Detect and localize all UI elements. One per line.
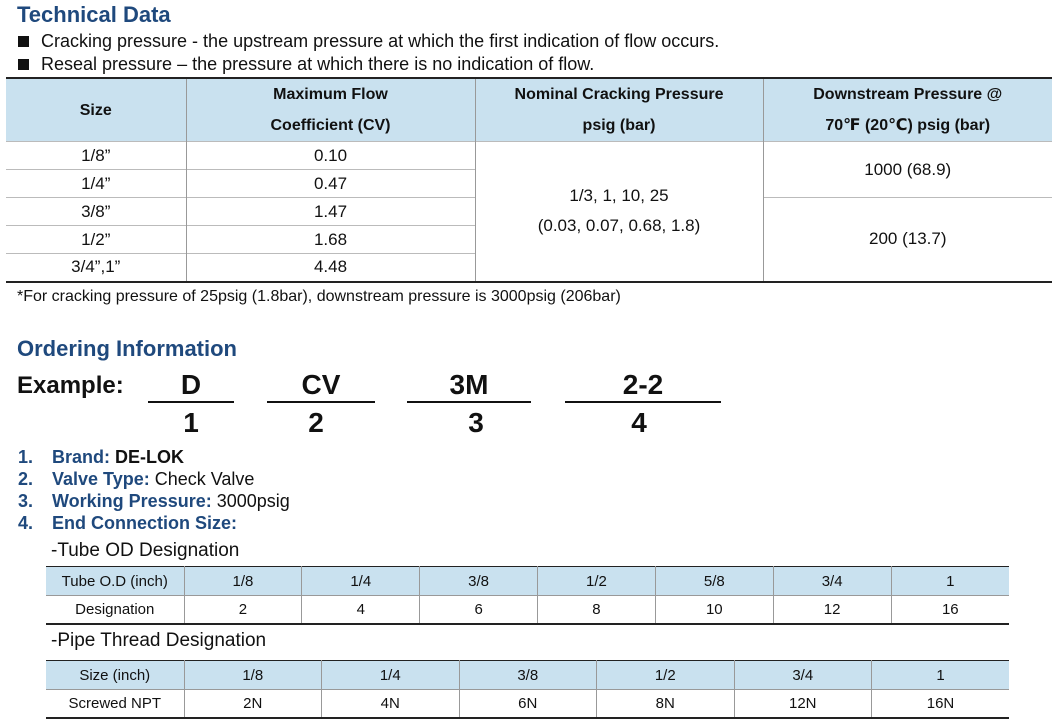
size-cell: 1/2” <box>6 226 186 254</box>
technical-data-table <box>6 77 1052 283</box>
pipe-size-cell: 1/4 <box>322 661 460 690</box>
pipe-size-cell: 3/8 <box>459 661 597 690</box>
npt-cell: 8N <box>597 690 735 718</box>
list-item: 2. Valve Type: Check Valve <box>18 469 255 489</box>
tube-size-cell: 3/8 <box>420 567 538 596</box>
example-code-pressure: 3M <box>407 367 531 403</box>
tube-size-cell: 1/8 <box>184 567 302 596</box>
example-number: 4 <box>631 407 647 438</box>
table-header-row <box>6 78 1052 142</box>
header-cracking-pressure: Nominal Cracking Pressure psig (bar) <box>475 78 763 142</box>
definition-list <box>18 30 719 76</box>
npt-cell: 16N <box>872 690 1010 718</box>
pipe-size-cell: 1/2 <box>597 661 735 690</box>
size-cell: 1/4” <box>6 170 186 198</box>
bullet-item <box>18 53 719 76</box>
example-number: 3 <box>468 407 484 438</box>
example-number: 2 <box>308 407 324 438</box>
npt-cell: 12N <box>734 690 872 718</box>
list-item: 1. Brand: DE-LOK <box>18 447 184 467</box>
header-size: Size <box>6 78 186 142</box>
example-label: Example: <box>17 372 124 399</box>
downstream-pressure-cell: 200 (13.7) <box>763 198 1052 282</box>
technical-data-heading: Technical Data <box>17 2 171 27</box>
pipe-thread-table <box>46 660 1009 719</box>
tube-od-subheading: -Tube OD Designation <box>51 540 240 561</box>
ordering-list <box>18 446 290 534</box>
designation-cell: 12 <box>773 596 891 624</box>
header-downstream-pressure: Downstream Pressure @ 70℉ (20℃) psig (bar) <box>763 78 1052 142</box>
square-bullet-icon <box>18 59 29 70</box>
pipe-size-cell: 1 <box>872 661 1010 690</box>
size-cell: 3/4”,1” <box>6 254 186 282</box>
example-code-connection: 2-2 <box>565 367 721 403</box>
tube-od-table <box>46 566 1009 625</box>
ordering-information-heading: Ordering Information <box>17 336 237 361</box>
cv-cell: 0.47 <box>186 170 475 198</box>
square-bullet-icon <box>18 36 29 47</box>
size-cell: 3/8” <box>6 198 186 226</box>
npt-cell: 2N <box>184 690 322 718</box>
bullet-text: Reseal pressure – the pressure at which there is no indication of flow. <box>41 54 595 74</box>
downstream-pressure-cell: 1000 (68.9) <box>763 142 1052 198</box>
table-row <box>46 661 1009 690</box>
table-row <box>46 596 1009 624</box>
cv-cell: 1.68 <box>186 226 475 254</box>
table-row <box>46 567 1009 596</box>
pipe-thread-subheading: -Pipe Thread Designation <box>51 630 267 651</box>
size-cell: 1/8” <box>6 142 186 170</box>
table-row <box>6 142 1052 170</box>
cv-cell: 4.48 <box>186 254 475 282</box>
footnote: *For cracking pressure of 25psig (1.8bar), downstream pressure is 3000psig (206bar) <box>17 288 621 305</box>
tube-size-cell: 1/4 <box>302 567 420 596</box>
designation-cell: 4 <box>302 596 420 624</box>
designation-cell: 10 <box>655 596 773 624</box>
designation-cell: 2 <box>184 596 302 624</box>
npt-cell: 6N <box>459 690 597 718</box>
designation-cell: 6 <box>420 596 538 624</box>
header-flow-coefficient: Maximum Flow Coefficient (CV) <box>186 78 475 142</box>
row-label: Tube O.D (inch) <box>46 567 184 596</box>
cv-cell: 0.10 <box>186 142 475 170</box>
tube-size-cell: 3/4 <box>773 567 891 596</box>
pipe-size-cell: 1/8 <box>184 661 322 690</box>
cracking-pressure-cell: 1/3, 1, 10, 25 (0.03, 0.07, 0.68, 1.8) <box>475 142 763 282</box>
npt-cell: 4N <box>322 690 460 718</box>
example-code-brand: D <box>148 367 234 403</box>
example-number: 1 <box>183 407 199 438</box>
row-label: Size (inch) <box>46 661 184 690</box>
designation-cell: 16 <box>891 596 1009 624</box>
list-item: 3. Working Pressure: 3000psig <box>18 491 290 511</box>
row-label: Designation <box>75 600 155 618</box>
bullet-item <box>18 30 719 53</box>
example-code-valve-type: CV <box>267 367 375 403</box>
tube-size-cell: 1 <box>891 567 1009 596</box>
row-label: Screwed NPT <box>68 694 162 712</box>
designation-cell: 8 <box>538 596 656 624</box>
table-row <box>46 690 1009 718</box>
list-item: 4. End Connection Size: <box>18 513 238 533</box>
bullet-text: Cracking pressure - the upstream pressure at which the first indication of flow occurs. <box>41 31 720 51</box>
cv-cell: 1.47 <box>186 198 475 226</box>
pipe-size-cell: 3/4 <box>734 661 872 690</box>
tube-size-cell: 1/2 <box>538 567 656 596</box>
tube-size-cell: 5/8 <box>655 567 773 596</box>
